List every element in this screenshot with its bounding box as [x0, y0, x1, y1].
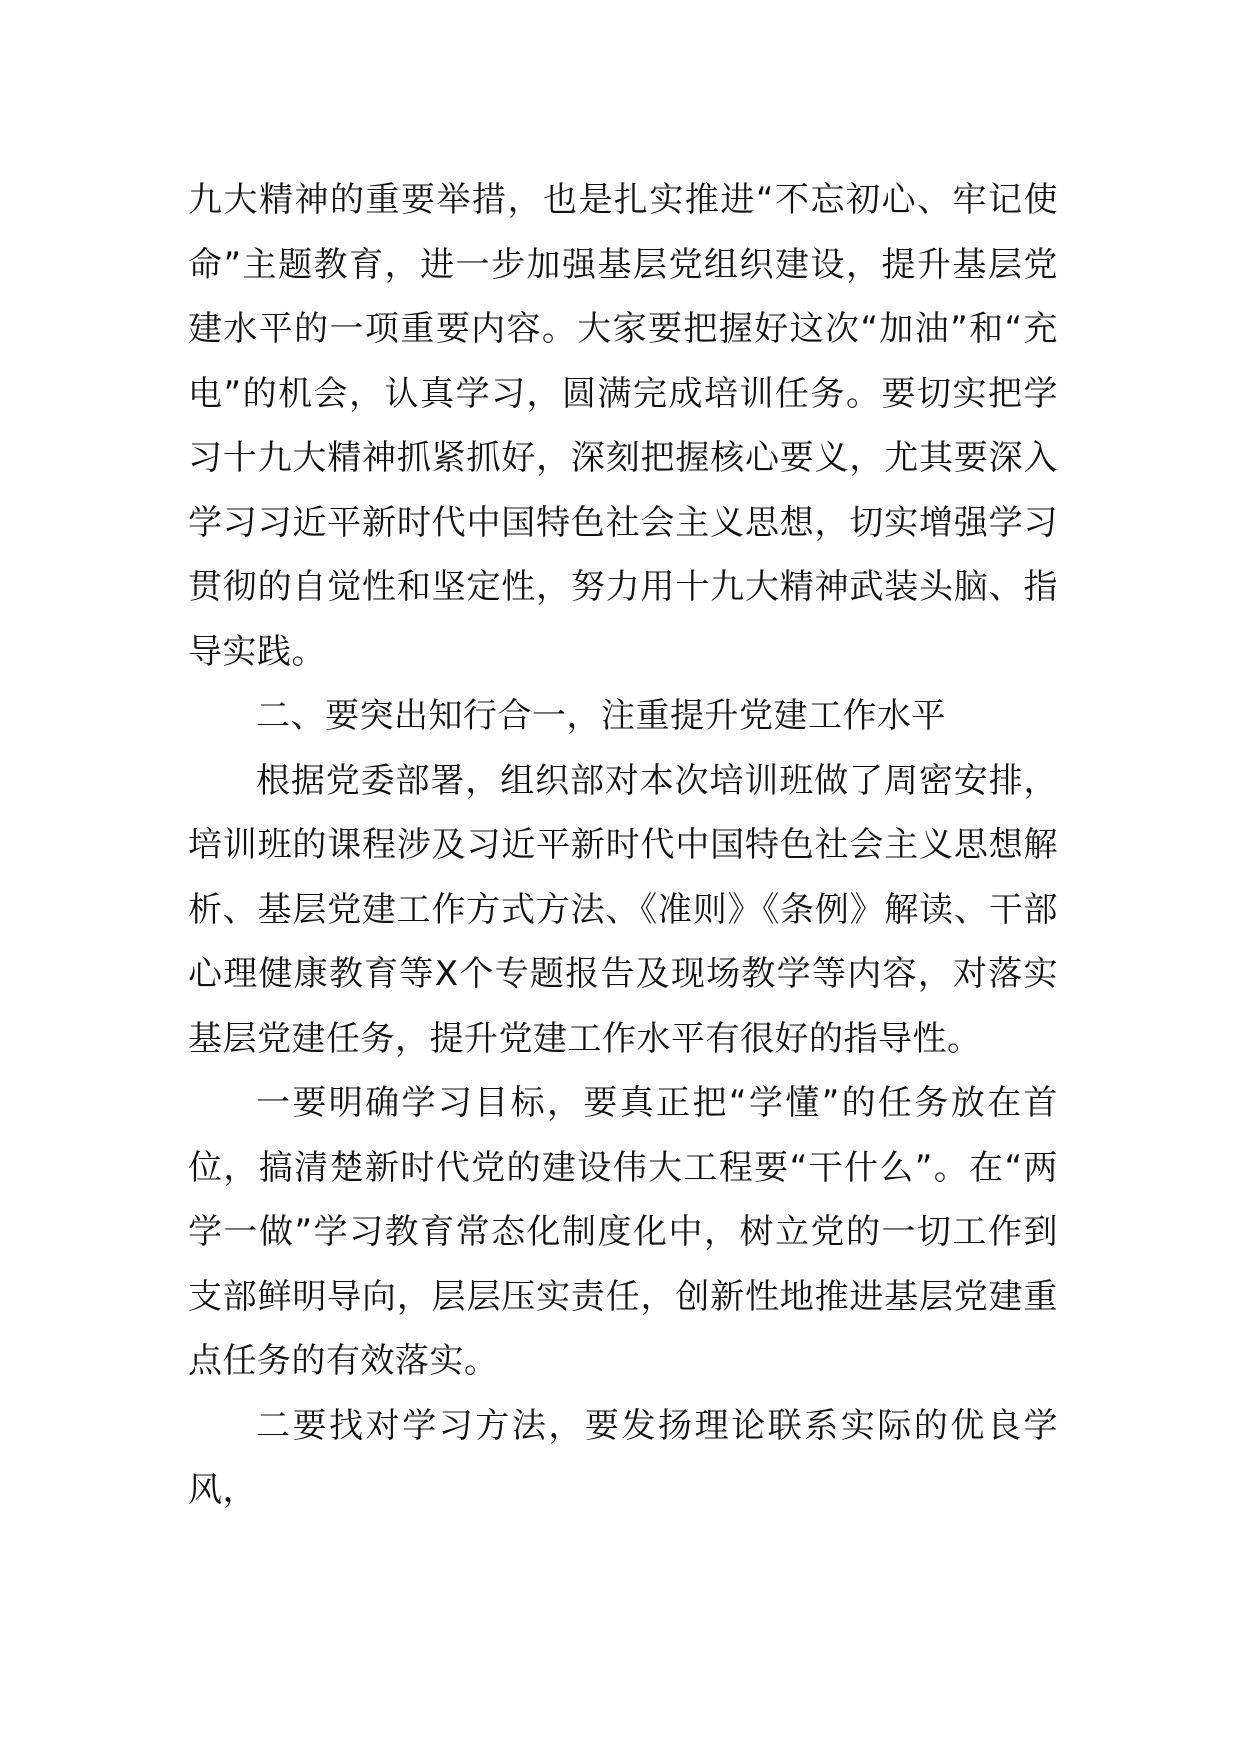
- paragraph-4: 二要找对学习方法，要发扬理论联系实际的优良学风，: [188, 1405, 1058, 1510]
- paragraph-3: 一要明确学习目标，要真正把“学懂”的任务放在首位，搞清楚新时代党的建设伟大工程要“干什么”。在“两学一做”学习教育常态化制度化中，树立党的一切工作到支部鲜明导向，层层压实责任，创新性地推进基层党建重点任务的有效落实。: [188, 1083, 1058, 1381]
- paragraph-1: 九大精神的重要举措，也是扎实推进“不忘初心、牢记使命”主题教育，进一步加强基层党组织建设，提升基层党建水平的一项重要内容。大家要把握好这次“加油”和“充电”的机会，认真学习，圆满完成培训任务。要切实把学习十九大精神抓紧抓好，深刻把握核心要义，尤其要深入学习习近平新时代中国特色社会主义思想，切实增强学习贯彻的自觉性和坚定性，努力用十九大精神武装头脑、指导实践。: [188, 180, 1058, 672]
- paragraph-2: 根据党委部署，组织部对本次培训班做了周密安排，培训班的课程涉及习近平新时代中国特色社会主义思想解析、基层党建工作方式方法、《准则》《条例》解读、干部心理健康教育等X个专题报告及现场教学等内容，对落实基层党建任务，提升党建工作水平有很好的指导性。: [188, 760, 1058, 1059]
- document-body: [188, 168, 1058, 1523]
- section-heading: 二、要突出知行合一，注重提升党建工作水平: [256, 696, 946, 736]
